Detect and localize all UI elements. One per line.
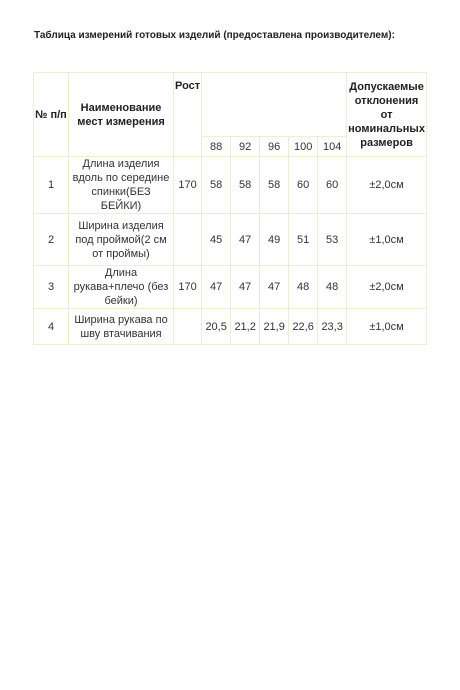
- header-rost-label: Рост: [175, 79, 201, 92]
- row-value: 47: [231, 214, 260, 266]
- row-value: 48: [318, 266, 347, 309]
- size-cell: 104: [318, 137, 347, 157]
- row-num: 3: [34, 266, 69, 309]
- row-value: 23,3: [318, 309, 347, 345]
- table-row: [34, 214, 427, 266]
- row-num: 2: [34, 214, 69, 266]
- row-tolerance: ±1,0см: [347, 214, 427, 266]
- row-value: 53: [318, 214, 347, 266]
- header-row: [34, 73, 427, 137]
- row-value: 58: [260, 157, 289, 214]
- header-num: № п/п: [34, 73, 69, 157]
- size-cell: 88: [202, 137, 231, 157]
- row-value: 47: [231, 266, 260, 309]
- row-value: 22,6: [289, 309, 318, 345]
- header-sizes-spacer: [202, 73, 347, 137]
- row-value: 58: [202, 157, 231, 214]
- row-num: 4: [34, 309, 69, 345]
- row-rost: [174, 214, 202, 266]
- header-name: Наименование мест измерения: [69, 73, 174, 157]
- row-name: Длина рукава+плечо (без бейки): [69, 266, 174, 309]
- table-row: [34, 309, 427, 345]
- row-tolerance: ±1,0см: [347, 309, 427, 345]
- row-value: 21,2: [231, 309, 260, 345]
- row-value: 51: [289, 214, 318, 266]
- header-tolerance: Допускаемые отклонения от номинальных размеров: [347, 73, 427, 157]
- row-value: 60: [318, 157, 347, 214]
- row-value: 20,5: [202, 309, 231, 345]
- row-rost: 170: [174, 266, 202, 309]
- row-tolerance: ±2,0см: [347, 266, 427, 309]
- size-cell: 96: [260, 137, 289, 157]
- row-value: 49: [260, 214, 289, 266]
- row-value: 21,9: [260, 309, 289, 345]
- row-name: Ширина рукава по шву втачивания: [69, 309, 174, 345]
- row-value: 58: [231, 157, 260, 214]
- row-value: 60: [289, 157, 318, 214]
- size-cell: 92: [231, 137, 260, 157]
- table-row: [34, 266, 427, 309]
- row-num: 1: [34, 157, 69, 214]
- row-value: 48: [289, 266, 318, 309]
- row-rost: 170: [174, 157, 202, 214]
- row-tolerance: ±2,0см: [347, 157, 427, 214]
- table-row: [34, 157, 427, 214]
- row-value: 45: [202, 214, 231, 266]
- row-rost: [174, 309, 202, 345]
- page-title: Таблица измерений готовых изделий (предоставлена производителем):: [34, 30, 395, 41]
- header-rost: [174, 73, 202, 157]
- size-cell: 100: [289, 137, 318, 157]
- row-value: 47: [260, 266, 289, 309]
- row-name: Длина изделия вдоль по середине спинки(БЕЗ БЕЙКИ): [69, 157, 174, 214]
- row-name: Ширина изделия под проймой(2 см от проймы): [69, 214, 174, 266]
- row-value: 47: [202, 266, 231, 309]
- measurement-table: [33, 72, 427, 345]
